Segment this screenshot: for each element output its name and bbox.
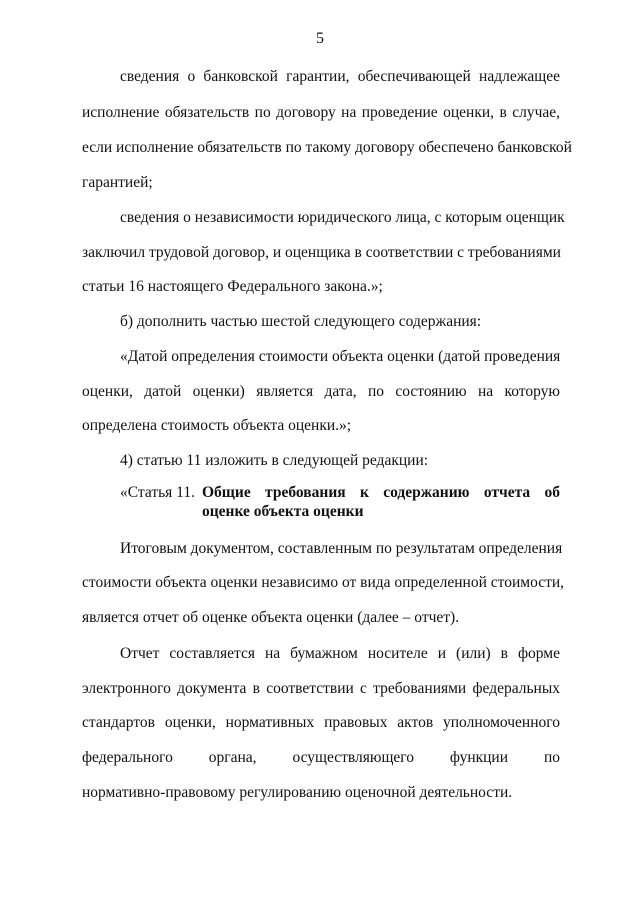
text-line: гарантией; [82,174,153,191]
text-line: определена стоимость объекта оценки.»; [82,417,352,434]
text-line: Итоговым документом, составленным по результатам определения [120,540,563,557]
text-line: стоимости объекта оценки независимо от вида определенной стоимости, [82,574,565,591]
text-line: 4) статью 11 изложить в следующей редакции: [120,452,429,469]
text-line: федерального органа, осуществляющего функции по [82,749,560,766]
article-title-line: Общие требования к содержанию отчета об [202,484,560,501]
text-line: б) дополнить частью шестой следующего содержания: [120,313,482,330]
text-line: «Датой определения стоимости объекта оценки (датой проведения [120,348,561,365]
page-number: 5 [316,30,324,47]
text-line: сведения о независимости юридического лица, с которым оценщик [120,209,565,226]
text-line: заключил трудовой договор, и оценщика в соответствии с требованиями [82,244,561,261]
text-line: исполнение обязательств по договору на проведение оценки, в случае, [82,104,560,121]
text-line: Отчет составляется на бумажном носителе и (или) в форме [120,645,560,662]
text-line: нормативно-правовому регулированию оценочной деятельности. [82,784,513,801]
text-line: оценки, датой оценки) является дата, по состоянию на которую [82,383,560,400]
text-line: стандартов оценки, нормативных правовых актов уполномоченного [82,714,560,731]
text-line: электронного документа в соответствии с требованиями федеральных [82,680,560,697]
text-line: статьи 16 настоящего Федерального закона.»; [82,278,383,295]
text-line: сведения о банковской гарантии, обеспечивающей надлежащее [120,68,560,85]
article-label: «Статья 11. [120,484,195,501]
text-line: является отчет об оценке объекта оценки (далее – отчет). [82,609,460,626]
text-line: если исполнение обязательств по такому договору обеспечено банковской [82,139,572,156]
article-title-line: оценке объекта оценки [202,503,364,520]
